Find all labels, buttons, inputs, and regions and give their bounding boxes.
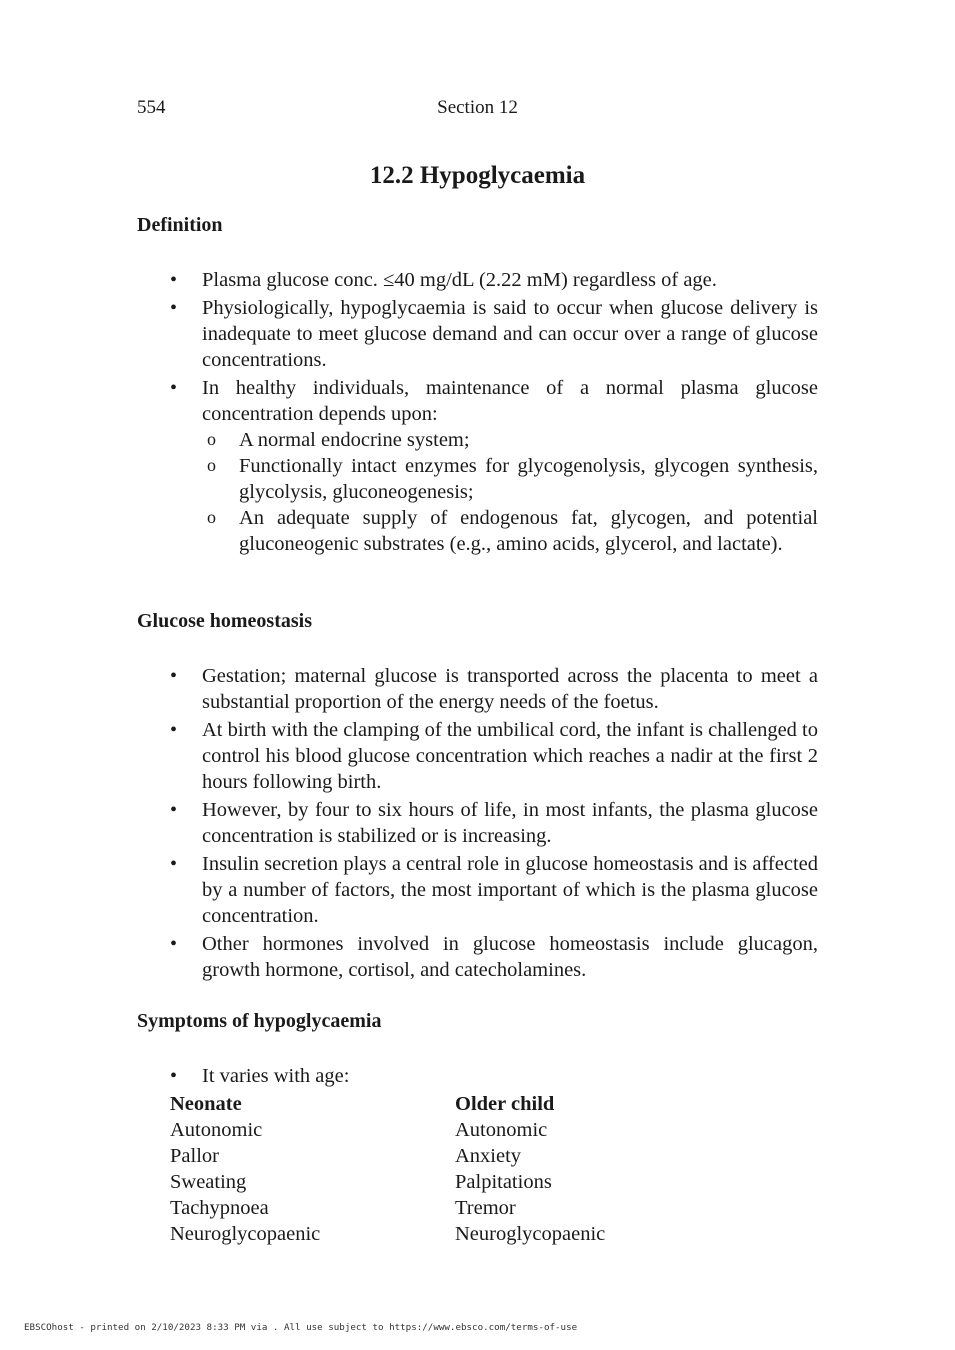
list-item (202, 717, 818, 795)
neonate-column (170, 1091, 450, 1247)
symptoms-heading: Symptoms of hypoglycaemia (137, 1010, 382, 1032)
list-item-text: • Other hormones involved in glucose homeostasis include glucagon, growth hormone, cortisol, and catecholamines. (202, 933, 818, 981)
table-cell: Autonomic (455, 1119, 548, 1141)
list-item-text: • Plasma glucose conc. ≤40 mg/dL (2.22 mM) regardless of age. (202, 269, 717, 291)
list-item (202, 1063, 818, 1089)
list-item-text: • Insulin secretion plays a central role in glucose homeostasis and is affected by a number of factors, the most important of which is the plasma glucose concentration. (202, 853, 818, 927)
sub-list (202, 427, 818, 557)
section-title: 12.2 Hypoglycaemia (369, 162, 586, 189)
table-cell: Anxiety (455, 1145, 522, 1167)
table-cell: Neuroglycopaenic (455, 1223, 606, 1245)
table-cell: Autonomic (170, 1119, 263, 1141)
list-item-text: • However, by four to six hours of life, in most infants, the plasma glucose concentration is stabilized or is increasing. (202, 799, 818, 847)
column-header: Neonate (170, 1093, 242, 1115)
list-item-text: • In healthy individuals, maintenance of a normal plasma glucose concentration depends upon: (202, 377, 818, 425)
page-number: 554 (137, 97, 166, 118)
running-head: Section 12 (437, 97, 518, 118)
definition-heading: Definition (137, 214, 223, 236)
table-cell: Tremor (455, 1197, 516, 1219)
sub-list-item: o Functionally intact enzymes for glycogenolysis, glycogen synthesis, glycolysis, gluconeogenesis; (239, 453, 818, 505)
list-item-text: • Gestation; maternal glucose is transported across the placenta to meet a substantial proportion of the energy needs of the foetus. (202, 665, 818, 713)
list-item-text: • At birth with the clamping of the umbilical cord, the infant is challenged to control his blood glucose concentration which reaches a nadir at the first 2 hours following birth. (202, 719, 818, 793)
print-footer: EBSCOhost - printed on 2/10/2023 8:33 PM via . All use subject to https://www.ebsco.com/terms-of-use (24, 1322, 578, 1333)
list-item (202, 295, 818, 373)
definition-list (0, 267, 955, 557)
homeostasis-list (0, 663, 955, 983)
table-cell: Sweating (170, 1171, 247, 1193)
table-cell: Tachypnoea (170, 1197, 269, 1219)
list-item (202, 931, 818, 983)
symptoms-list (0, 1063, 955, 1089)
list-item (202, 267, 818, 293)
list-item-text: • It varies with age: (202, 1065, 349, 1087)
table-cell: Pallor (170, 1145, 219, 1167)
sub-list-item: o An adequate supply of endogenous fat, glycogen, and potential gluconeogenic substrates (e.g., amino acids, glycerol, and lactate). (239, 505, 818, 557)
table-cell: Palpitations (455, 1171, 552, 1193)
list-item (202, 851, 818, 929)
table-cell: Neuroglycopaenic (170, 1223, 321, 1245)
column-header: Older child (455, 1093, 555, 1115)
list-item (202, 797, 818, 849)
sub-list-item: o A normal endocrine system; (239, 427, 818, 453)
homeostasis-heading: Glucose homeostasis (137, 610, 312, 632)
older-child-column (455, 1091, 735, 1247)
list-item-text: • Physiologically, hypoglycaemia is said to occur when glucose delivery is inadequate to meet glucose demand and can occur over a range of glucose concentrations. (202, 297, 818, 371)
list-item (202, 663, 818, 715)
list-item (202, 375, 818, 557)
